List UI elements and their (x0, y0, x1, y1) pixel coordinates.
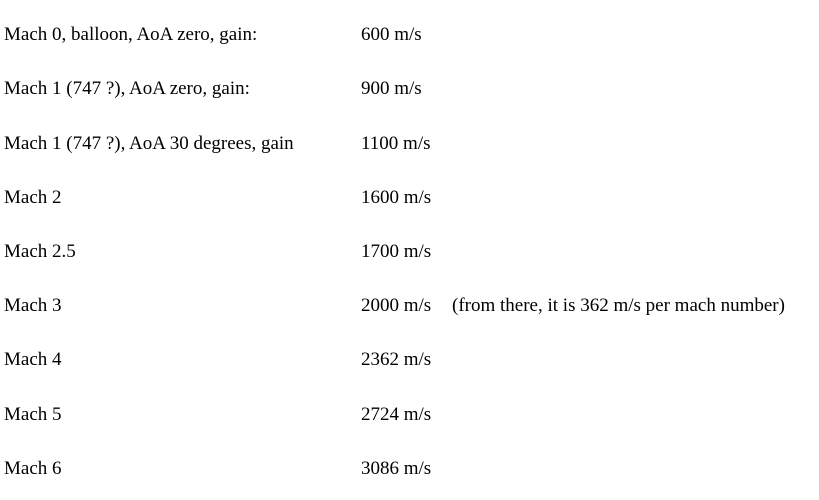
row-label: Mach 2.5 (4, 241, 76, 262)
row-value: 3086 m/s (361, 458, 432, 479)
row-value: 900 m/s (361, 78, 422, 99)
row-label: Mach 1 (747 ?), AoA zero, gain: (4, 78, 250, 99)
mach-gain-row (0, 77, 819, 101)
row-label: Mach 1 (747 ?), AoA 30 degrees, gain (4, 133, 294, 154)
mach-gain-row (0, 186, 819, 210)
row-label: Mach 2 (4, 187, 62, 208)
row-value: 1100 m/s (361, 133, 431, 154)
row-label: Mach 3 (4, 295, 62, 316)
mach-gain-row (0, 240, 819, 264)
mach-gain-row (0, 348, 819, 372)
row-value: 1700 m/s (361, 241, 432, 262)
mach-gain-row (0, 23, 819, 47)
row-value: 2000 m/s (361, 295, 432, 316)
row-note: (from there, it is 362 m/s per mach number) (452, 295, 785, 316)
row-label: Mach 5 (4, 404, 62, 425)
row-value: 2362 m/s (361, 349, 432, 370)
row-label: Mach 6 (4, 458, 62, 479)
mach-gain-row (0, 403, 819, 427)
row-value: 2724 m/s (361, 404, 432, 425)
mach-gain-row (0, 132, 819, 156)
row-value: 1600 m/s (361, 187, 432, 208)
row-label: Mach 0, balloon, AoA zero, gain: (4, 24, 258, 45)
row-value: 600 m/s (361, 24, 422, 45)
row-label: Mach 4 (4, 349, 62, 370)
mach-gain-row (0, 457, 819, 481)
mach-gain-row (0, 294, 819, 318)
